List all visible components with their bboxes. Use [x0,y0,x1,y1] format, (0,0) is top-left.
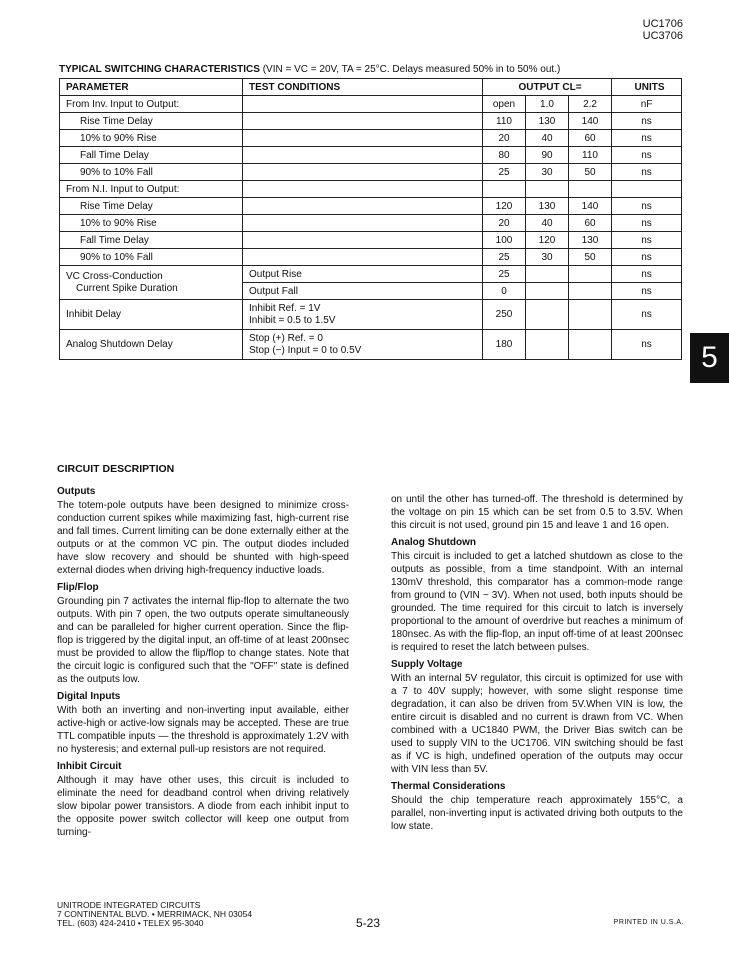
switching-characteristics-table [59,78,682,360]
section-heading: Digital Inputs [57,691,121,702]
row-parameter: Analog Shutdown Delay [60,330,243,360]
row-parameter: 90% to 10% Fall [60,164,243,181]
row-output-value: 130 [569,232,612,249]
row-output-value: 140 [569,113,612,130]
table-row [60,330,682,360]
row-condition [243,300,483,330]
section-paragraph: on until the other has turned-off. The threshold is determined by the voltage on pin 15 which can be set from 0.5 to 3.5V. When this circuit is not used, ground pin 15 and leave 1 and 16 open. [391,494,683,531]
header-test-conditions: TEST CONDITIONS [243,79,483,96]
footer-address [57,901,252,928]
row-unit: ns [612,164,682,181]
row-parameter: 90% to 10% Fall [60,249,243,266]
row-parameter: Rise Time Delay [60,198,243,215]
section-paragraph: Although it may have other uses, this circuit is included to eliminate the need for deadband control when driving relatively slow bipolar power transistors. A diode from each inhibit input to the opposite power switch collector will keep one output from turning- [57,775,349,838]
row-output-value: open [483,96,526,113]
row-unit: ns [612,283,682,300]
table-row [60,113,682,130]
section-paragraph: Should the chip temperature reach approximately 155°C, a parallel, non-inverting input is activated driving both outputs to the low state. [391,795,683,832]
table-row [60,147,682,164]
section-paragraph: Grounding pin 7 activates the internal flip-flop to alternate the two outputs. With pin 7 open, the two outputs operate simultaneously and can be paralleled for higher current operation. Since the flip-flop is triggered by the digital input, an off-time of at least 200nsec must be provided to allow the flip/flop to change states. Note that the circuit logic is configured such that the "OFF" state is defined as the outputs low. [57,596,349,685]
row-condition [243,330,483,360]
empty-cell [526,266,569,283]
row-unit: ns [612,266,682,283]
row-unit: ns [612,330,682,360]
section-paragraph: With an internal 5V regulator, this circuit is optimized for use with a 7 to 40V supply; however, with some slight response time degradation, it can also be driven from 5V.When VIN is low, the entire circuit is disabled and no current is drawn from VC. When combined with a UC1840 PWM, the Driver Bias switch can be used to supply VIN to the UC1706. VIN switching should be fast as if VC is high, undefined operation of the outputs may occur with VIN less than 5V. [391,673,683,775]
row-condition [243,113,483,130]
table-row [60,266,682,283]
row-output-value: 30 [526,249,569,266]
row-condition [243,164,483,181]
row-output-value: 40 [526,130,569,147]
left-column [57,481,349,839]
printed-in: PRINTED IN U.S.A. [613,919,684,926]
row-output-value: 25 [483,164,526,181]
section-heading: Analog Shutdown [391,537,476,548]
row-unit: ns [612,198,682,215]
header-units: UNITS [612,79,682,96]
page-number: 5-23 [356,916,381,930]
condition-line-1: Inhibit Ref. = 1V [249,302,321,314]
section-heading: Flip/Flop [57,582,99,593]
row-condition [243,181,483,198]
row-output-value: 140 [569,198,612,215]
row-condition [243,130,483,147]
row-output-value: 130 [526,198,569,215]
row-output-value: 180 [483,330,526,360]
row-unit: ns [612,215,682,232]
table-header-row [60,79,682,96]
table-row [60,198,682,215]
row-output-value: 100 [483,232,526,249]
row-parameter: Fall Time Delay [60,232,243,249]
row-output-value: 25 [483,249,526,266]
empty-cell [526,283,569,300]
section-paragraph: With both an inverting and non-inverting input available, either active-high or active-low signals may be accepted. These are true TTL compatible inputs — the threshold is approximately 1.2V with no hysteresis; and external pull-up resistors are not required. [57,705,349,755]
row-condition: Output Rise [243,266,483,283]
empty-cell [569,330,612,360]
row-output-value [483,181,526,198]
row-parameter: From Inv. Input to Output: [60,96,243,113]
table-row [60,164,682,181]
row-output-value: 30 [526,164,569,181]
row-condition [243,147,483,164]
row-output-value: 50 [569,249,612,266]
part-numbers [643,18,683,42]
row-unit [612,181,682,198]
row-parameter: Fall Time Delay [60,147,243,164]
row-parameter-cross-conduction [60,266,243,300]
condition-line-2: Inhibit = 0.5 to 1.5V [249,314,336,326]
row-parameter: 10% to 90% Rise [60,215,243,232]
row-condition [243,232,483,249]
row-parameter: From N.I. Input to Output: [60,181,243,198]
row-output-value [526,181,569,198]
row-condition [243,96,483,113]
row-condition [243,198,483,215]
row-output-value: 20 [483,130,526,147]
row-unit: ns [612,147,682,164]
section-heading: Inhibit Circuit [57,761,122,772]
empty-cell [526,330,569,360]
section-heading: Thermal Considerations [391,781,506,792]
row-output-value: 80 [483,147,526,164]
footer-company: UNITRODE INTEGRATED CIRCUITS [57,900,201,910]
section-tab: 5 [690,333,729,383]
circuit-description-heading: CIRCUIT DESCRIPTION [57,463,175,475]
table-row [60,130,682,147]
table-row [60,96,682,113]
row-output-value: 20 [483,215,526,232]
section-paragraph: This circuit is included to get a latched shutdown as close to the outputs as possible, from a time standpoint. With an internal 130mV threshold, this comparator has a common-mode range from ground to (VIN − 3V). When not used, both inputs should be grounded. The time required for this circuit to latch is inversely proportional to the amount of overdrive but reaches a minimum of 180nsec. As with the flip-flop, an input off-time of at least 200nsec is required to reset the latch between pulses. [391,551,683,653]
row-parameter: Rise Time Delay [60,113,243,130]
part-number-1: UC1706 [642,18,683,30]
cross-line-1: VC Cross-Conduction [66,270,163,282]
row-output-value: 40 [526,215,569,232]
row-output-value: 25 [483,266,526,283]
table-title-bold: TYPICAL SWITCHING CHARACTERISTICS [59,64,260,75]
cross-line-2: Current Spike Duration [76,282,178,294]
row-condition [243,215,483,232]
row-output-value: 110 [483,113,526,130]
empty-cell [569,283,612,300]
row-output-value: 250 [483,300,526,330]
table-row [60,215,682,232]
row-unit: nF [612,96,682,113]
table-row [60,300,682,330]
row-parameter: 10% to 90% Rise [60,130,243,147]
header-output: OUTPUT CL= [483,79,612,96]
row-output-value: 60 [569,130,612,147]
row-output-value [569,181,612,198]
row-condition [243,249,483,266]
row-output-value: 50 [569,164,612,181]
table-row [60,181,682,198]
row-unit: ns [612,232,682,249]
table-title [59,64,560,75]
row-unit: ns [612,300,682,330]
footer-address-line: 7 CONTINENTAL BLVD. • MERRIMACK, NH 03054 [57,909,253,919]
row-output-value: 60 [569,215,612,232]
table-row [60,249,682,266]
row-output-value: 120 [483,198,526,215]
row-output-value: 1.0 [526,96,569,113]
row-output-value: 130 [526,113,569,130]
row-output-value: 90 [526,147,569,164]
section-paragraph: The totem-pole outputs have been designed to minimize cross-conduction current spikes while maximizing fast, high-current rise and fall times. Current limiting can be done externally either at the outputs or at the common VC pin. The output diodes included have slow recovery and should be shunted with high-speed external diodes when driving high-frequency inductive loads. [57,500,349,576]
section-heading: Supply Voltage [391,659,463,670]
row-output-value: 2.2 [569,96,612,113]
empty-cell [569,300,612,330]
row-unit: ns [612,113,682,130]
condition-line-1: Stop (+) Ref. = 0 [249,332,323,344]
row-output-value: 110 [569,147,612,164]
row-unit: ns [612,130,682,147]
right-column [391,493,683,833]
table-title-conditions: (VIN = VC = 20V, TA = 25°C. Delays measured 50% in to 50% out.) [259,64,561,75]
footer-contact: TEL. (603) 424-2410 • TELEX 95-3040 [57,918,204,928]
row-parameter: Inhibit Delay [60,300,243,330]
part-number-2: UC3706 [642,30,683,42]
row-output-value: 0 [483,283,526,300]
row-condition: Output Fall [243,283,483,300]
row-unit: ns [612,249,682,266]
row-output-value: 120 [526,232,569,249]
header-parameter: PARAMETER [60,79,243,96]
section-heading: Outputs [57,486,96,497]
condition-line-2: Stop (−) Input = 0 to 0.5V [249,344,362,356]
empty-cell [526,300,569,330]
table-row [60,232,682,249]
empty-cell [569,266,612,283]
